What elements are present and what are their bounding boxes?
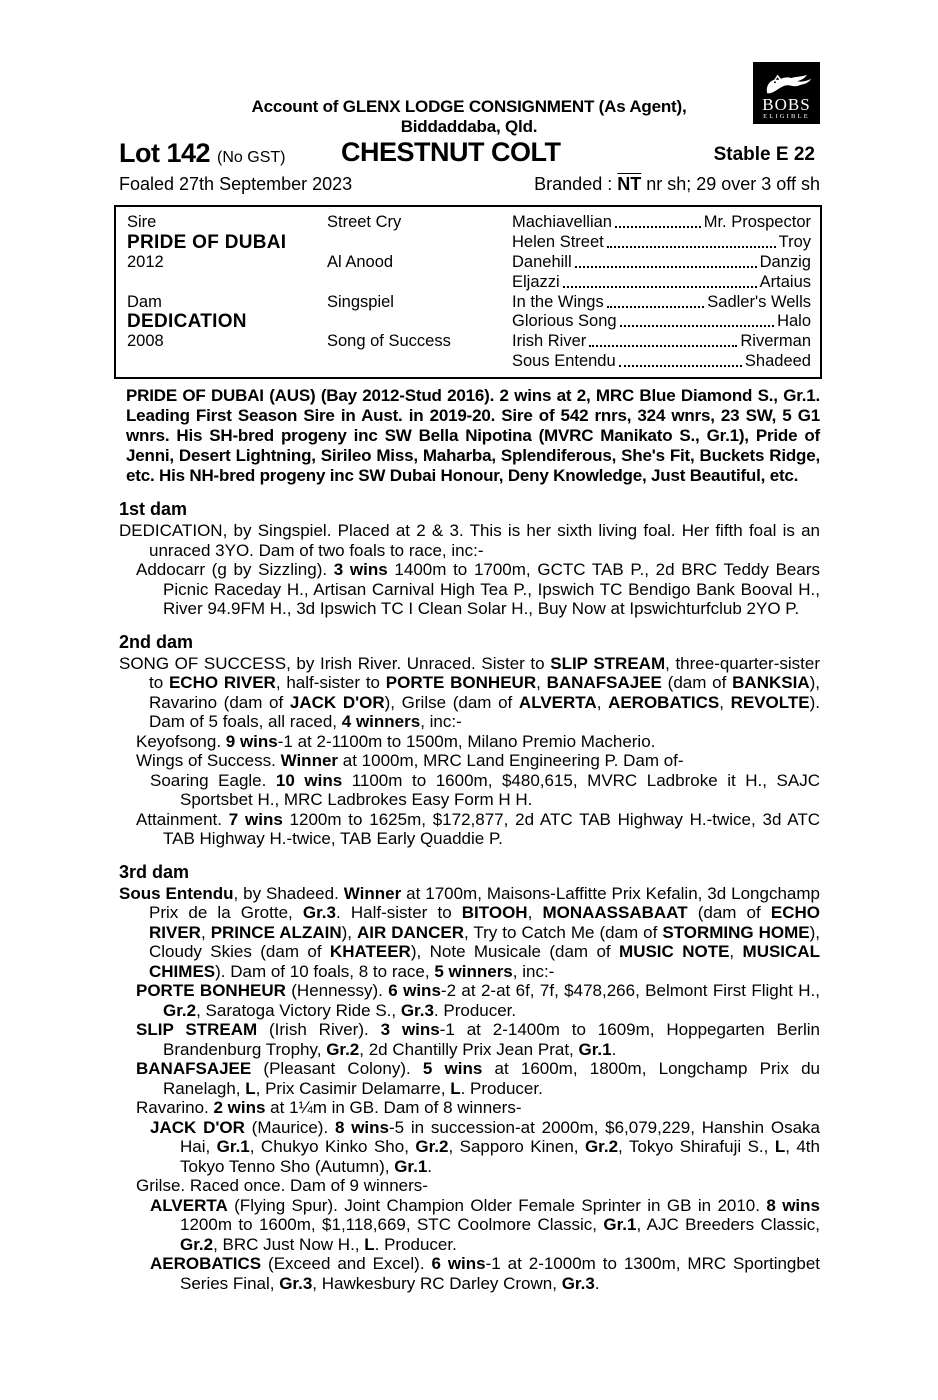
pedigree-paragraph (119, 1020, 820, 1059)
sire-summary (126, 386, 820, 486)
text-segment: 3 wins (380, 1020, 440, 1039)
gst-note: (No GST) (217, 149, 286, 166)
text-segment: L (774, 1137, 786, 1156)
text-segment: Gr.2 (326, 1039, 360, 1059)
pedigree-generation2: Song of Success (327, 332, 451, 351)
ancestor-sire: Shadeed (744, 351, 811, 370)
text-segment: at 1600m, 1800m, Longchamp Prix du Ranelagh, (163, 1059, 820, 1098)
text-segment: , 2d Chantilly Prix Jean Prat, (359, 1039, 579, 1059)
foaled-branded-row (119, 173, 820, 195)
text-segment: Gr.3 (400, 1000, 434, 1020)
text-segment: 1100m to 1600m, $480,615, MVRC Ladbroke it H., SAJC Sportsbet H., MRC Ladbrokes Easy Form H H. (180, 770, 820, 809)
ancestor-sire: Artaius (759, 272, 811, 291)
text-segment: (Maurice). (244, 1117, 335, 1137)
text-segment: Wings of Success. (136, 751, 281, 770)
text-segment: , (200, 922, 211, 942)
pedigree-table (114, 205, 822, 379)
text-segment: Attainment. (136, 809, 229, 829)
dot-leader (589, 345, 737, 347)
pedigree-row (127, 292, 811, 312)
branded-info (534, 173, 820, 195)
dam-section-heading: 1st dam (119, 499, 188, 519)
ancestor-sire: Mr. Prospector (703, 213, 811, 232)
text-segment: . (611, 1039, 617, 1059)
text-segment: ALVERTA (150, 1195, 228, 1215)
text-segment: ). Dam of 5 foals, all raced, (149, 692, 820, 731)
text-segment: AEROBATICS (608, 692, 720, 712)
ancestor-name: Glorious Song (512, 312, 617, 331)
text-segment: , Hawkesbury RC Darley Crown, (312, 1273, 562, 1293)
branded-prefix: Branded : (534, 174, 618, 194)
ancestor-name: Danehill (512, 252, 572, 271)
text-segment: at 1000m, MRC Land Engineering P. Dam of- (338, 751, 684, 770)
dot-leader (620, 325, 775, 327)
text-segment: 5 wins (422, 1059, 483, 1078)
branded-suffix: nr sh; 29 over 3 off sh (641, 174, 820, 194)
lot-number: Lot 142 (119, 138, 211, 168)
text-segment: . Half-sister to (335, 903, 462, 922)
pedigree-generation3 (512, 352, 811, 371)
pedigree-text-body (119, 386, 820, 1293)
pedigree-paragraph (119, 1196, 820, 1255)
pedigree-generation3 (512, 253, 811, 272)
text-segment: -1 at 2-1100m to 1500m, Milano Premio Macherio. (277, 731, 656, 751)
pedigree-paragraph (119, 732, 820, 752)
text-segment: PORTE BONHEUR (385, 673, 537, 692)
text-segment: 5 winners (434, 961, 513, 981)
pedigree-paragraph (119, 751, 820, 771)
logo-text-bobs: BOBS (762, 95, 811, 114)
text-segment: JACK D'OR (150, 1117, 245, 1137)
text-segment: , inc:- (420, 712, 462, 731)
text-segment: -5 in succession-at 2000m, $6,079,229, Hanshin Osaka Hai, (180, 1117, 820, 1156)
text-segment: 4 winners (341, 712, 421, 731)
pedigree-generation1: Sire (127, 213, 157, 232)
text-segment: 1200m to 1600m, $1,118,669, STC Coolmore Classic, (180, 1215, 604, 1234)
pedigree-row (127, 332, 811, 352)
text-segment: JACK D'OR (289, 692, 385, 712)
pedigree-row (127, 352, 811, 372)
text-segment: , 4th Tokyo Tenno Sho (Autumn), (180, 1137, 820, 1176)
pedigree-paragraph (119, 810, 820, 849)
text-segment: AEROBATICS (150, 1254, 262, 1273)
text-segment: ALVERTA (518, 692, 597, 712)
text-segment: 6 wins (388, 981, 441, 1000)
dot-leader (563, 286, 757, 288)
text-segment: 6 wins (431, 1254, 486, 1273)
pedigree-generation3 (512, 312, 811, 331)
text-segment: MONAASSABAAT (542, 903, 688, 922)
ancestor-name: In the Wings (512, 292, 604, 311)
text-segment: MUSIC NOTE (619, 942, 730, 961)
pedigree-generation1: 2008 (127, 332, 164, 351)
text-segment: , Sapporo Kinen, (448, 1137, 585, 1156)
text-segment: Sous Entendu (119, 883, 234, 903)
stable-label: Stable E 22 (713, 144, 815, 165)
text-segment: . Producer. (374, 1234, 457, 1254)
ancestor-name: Eljazzi (512, 272, 560, 291)
pedigree-paragraph (119, 1254, 820, 1293)
ancestor-name: Irish River (512, 332, 587, 351)
pedigree-generation3 (512, 213, 811, 232)
pedigree-paragraph (119, 521, 820, 560)
text-segment: , Prix Casimir Delamarre, (255, 1078, 451, 1098)
pedigree-row (127, 213, 811, 233)
text-segment: 10 wins (275, 770, 343, 790)
text-segment: , half-sister to (275, 673, 386, 692)
text-segment: Gr.1 (603, 1215, 637, 1234)
text-segment: (Pleasant Colony). (251, 1059, 423, 1078)
text-segment: 1200m to 1625m, $172,877, 2d ATC TAB Highway H.-twice, 3d ATC TAB Highway H.-twice, TAB Early Quaddie P. (163, 809, 820, 848)
pedigree-generation2: Singspiel (327, 292, 394, 311)
text-segment: , Try to Catch Me (dam of (463, 922, 663, 942)
text-segment: , by Shadeed. (233, 883, 344, 903)
pedigree-row (127, 253, 811, 273)
pedigree-paragraph (119, 1176, 820, 1196)
text-segment: SLIP STREAM (550, 653, 666, 673)
pedigree-generation1: Dam (127, 292, 162, 311)
dot-leader (619, 365, 742, 367)
text-segment: Winner (280, 751, 339, 770)
text-segment: Gr.3 (302, 903, 336, 922)
pedigree-paragraph (119, 1118, 820, 1177)
text-segment: . (594, 1273, 600, 1293)
text-segment: (dam of (661, 673, 733, 692)
text-segment: 7 wins (228, 809, 283, 829)
ancestor-name: Helen Street (512, 233, 604, 252)
pedigree-paragraph (119, 884, 820, 982)
text-segment: , Chukyo Kinko Sho, (249, 1137, 416, 1156)
pedigree-paragraph (119, 654, 820, 732)
ancestor-sire: Halo (777, 312, 811, 331)
dot-leader (607, 306, 705, 308)
text-segment: ECHO RIVER (168, 673, 276, 692)
text-segment: L (364, 1234, 375, 1254)
text-segment: -1 at 2-1000m to 1300m, MRC Sportingbet Series Final, (180, 1254, 821, 1293)
text-segment: . (427, 1156, 433, 1176)
logo-text-eligible: ELIGIBLE (763, 113, 810, 120)
horse-head-icon (761, 72, 813, 96)
text-segment: , three-quarter-sister to (149, 653, 820, 692)
text-segment: KHATEER (329, 942, 411, 961)
pedigree-generation2: Street Cry (327, 213, 402, 232)
foaled-date: Foaled 27th September 2023 (119, 174, 353, 194)
text-segment: -1 at 2-1400m to 1609m, Hoppegarten Berlin Brandenburg Trophy, (163, 1020, 821, 1059)
text-segment: L (450, 1078, 461, 1098)
text-segment: PRINCE ALZAIN (210, 922, 342, 942)
text-segment: , (729, 942, 743, 961)
pedigree-row (127, 312, 811, 332)
pedigree-generation1: PRIDE OF DUBAI (127, 231, 287, 253)
consignment-account-line: Account of GLENX LODGE CONSIGNMENT (As Agent), (251, 97, 687, 116)
text-segment: , (719, 692, 731, 712)
text-segment: Gr.2 (415, 1137, 449, 1156)
text-segment: Gr.2 (584, 1137, 619, 1156)
text-segment: , AJC Breeders Classic, (636, 1215, 820, 1234)
pedigree-generation3 (512, 293, 811, 312)
text-segment: ), Note Musicale (dam of (410, 942, 620, 961)
text-segment: Winner (343, 883, 402, 903)
text-segment: BANAFSAJEE (546, 673, 662, 692)
pedigree-paragraph (119, 560, 820, 619)
text-segment: , (527, 903, 543, 922)
dam-section-heading: 2nd dam (119, 631, 194, 652)
text-segment: DEDICATION, by Singspiel. Placed at 2 & 3. This is her sixth living foal. Her fifth foal is an unraced 3YO. Dam of two foals to race, inc:- (119, 521, 820, 560)
lot-header-row (119, 138, 820, 170)
text-segment: L (245, 1078, 256, 1098)
text-segment: ), Grilse (dam of (384, 692, 519, 712)
text-segment: SONG OF SUCCESS, by Irish River. Unraced. Sister to (119, 653, 551, 673)
pedigree-generation1: DEDICATION (127, 310, 247, 332)
text-segment: , Saratoga Victory Ride S., (196, 1000, 401, 1020)
text-segment: Grilse. Raced once. Dam of 9 winners- (136, 1176, 428, 1195)
consignment-location-line: Biddaddaba, Qld. (400, 117, 538, 136)
text-segment: (Flying Spur). Joint Champion Older Female Sprinter in GB in 2010. (227, 1195, 767, 1215)
dam-section-heading: 3rd dam (119, 861, 190, 882)
text-segment: , (536, 673, 547, 692)
text-segment: (Irish River). (257, 1020, 381, 1039)
text-segment: Gr.1 (394, 1156, 428, 1176)
pedigree-rows (127, 213, 811, 371)
text-segment: Gr.2 (180, 1234, 214, 1254)
consignment-header (0, 97, 938, 137)
dam-sections (119, 499, 820, 1293)
text-segment: MUSICAL CHIMES (149, 942, 820, 981)
dot-leader (615, 226, 701, 228)
ancestor-name: Machiavellian (512, 213, 612, 232)
text-segment: Gr.3 (561, 1273, 595, 1293)
text-segment: Addocarr (g by Sizzling). (136, 560, 334, 579)
pedigree-generation3 (512, 332, 811, 351)
pedigree-paragraph (119, 1059, 820, 1098)
text-segment: -2 at 2-at 6f, 7f, $478,266, Belmont First Flight H., (440, 981, 820, 1000)
pedigree-generation3 (512, 233, 811, 252)
ancestor-sire: Troy (778, 233, 811, 252)
pedigree-generation3 (512, 273, 811, 292)
text-segment: 9 wins (225, 731, 278, 751)
text-segment: SLIP STREAM (136, 1020, 258, 1039)
text-segment: Gr.1 (216, 1137, 250, 1156)
text-segment: PORTE BONHEUR (136, 981, 286, 1000)
ancestor-sire: Sadler's Wells (707, 292, 811, 311)
ancestor-name: Sous Entendu (512, 351, 616, 370)
text-segment: Soaring Eagle. (150, 770, 276, 790)
text-segment: Gr.3 (279, 1273, 313, 1293)
text-segment: , (596, 692, 609, 712)
text-segment: Ravarino. (136, 1098, 214, 1117)
pedigree-generation2: Al Anood (327, 252, 394, 271)
text-segment: 8 wins (334, 1117, 389, 1137)
text-segment: , Tokyo Shirafuji S., (618, 1137, 775, 1156)
text-segment: , BRC Just Now H., (213, 1234, 365, 1254)
text-segment: STORMING HOME (662, 922, 810, 942)
dot-leader (607, 246, 776, 248)
text-segment: (Exceed and Excel). (261, 1254, 432, 1273)
pedigree-generation1: 2012 (127, 252, 164, 271)
pedigree-row (127, 272, 811, 292)
text-segment: AIR DANCER (356, 922, 464, 942)
text-segment: 1400m to 1700m, GCTC TAB P., 2d BRC Teddy Bears Picnic Raceday H., Artisan Carnival High Tea P., Ipswich TC Bendigo Bank Booval H., River 94.9FM H., 3d Ipswich TC I Clean Solar H., Buy Now at Ipswichturfclub 2YO P. (163, 560, 821, 618)
text-segment: at 1¼m in GB. Dam of 8 winners- (265, 1098, 522, 1117)
brand-mark: $\overline{NT}$ (617, 174, 642, 194)
text-segment: Gr.1 (578, 1039, 612, 1059)
lot-number-group (119, 138, 285, 169)
text-segment: ECHO RIVER (149, 903, 820, 942)
text-segment: ), Ravarino (dam of (149, 673, 820, 712)
text-segment: (Hennessy). (285, 981, 389, 1000)
text-segment: 3 wins (333, 560, 388, 579)
pedigree-paragraph (119, 981, 820, 1020)
text-segment: BANKSIA (732, 673, 810, 692)
text-segment: , inc:- (512, 961, 555, 981)
text-segment: ), (341, 922, 357, 942)
text-segment: BITOOH (461, 903, 528, 922)
page-title: CHESTNUT COLT (341, 137, 561, 167)
dot-leader (575, 266, 757, 268)
text-segment: . Producer. (460, 1078, 543, 1098)
text-segment: ). Dam of 10 foals, 8 to race, (215, 961, 435, 981)
ancestor-sire: Riverman (740, 332, 811, 351)
text-segment: Gr.2 (163, 1000, 197, 1020)
pedigree-row (127, 233, 811, 253)
text-segment: . Producer. (433, 1000, 517, 1020)
text-segment: at 1700m, Maisons-Laffitte Prix Kefalin, 3d Longchamp Prix de la Grotte, (149, 883, 820, 922)
text-segment: PRIDE OF DUBAI (AUS) (Bay 2012-Stud 2016). 2 wins at 2, MRC Blue Diamond S., Gr.1. Leading First Season Sire in Aust. in 2019-20. Sire of 542 rnrs, 324 wnrs, 23 SW, 5 G1 wnrs. His SH-bred progeny inc SW Bella Nipotina (MVRC Manikato S., Gr.1), Pride of Jenni, Desert Lightning, Sirileo Miss, Maharba, Splendiferous, She's Fit, Buckets Ridge, etc. His NH-bred progeny inc SW Dubai Honour, Deny Knowledge, Just Beautiful, etc. (126, 386, 820, 485)
pedigree-paragraph (119, 771, 820, 810)
text-segment: 8 wins (766, 1195, 820, 1215)
text-segment: Keyofsong. (136, 731, 226, 751)
pedigree-paragraph (119, 1098, 820, 1118)
text-segment: (dam of (687, 903, 771, 922)
ancestor-sire: Danzig (759, 252, 811, 271)
text-segment: 2 wins (213, 1098, 266, 1117)
text-segment: REVOLTE (730, 692, 810, 712)
text-segment: BANAFSAJEE (136, 1059, 252, 1078)
text-segment: ), Cloudy Skies (dam of (149, 922, 821, 961)
